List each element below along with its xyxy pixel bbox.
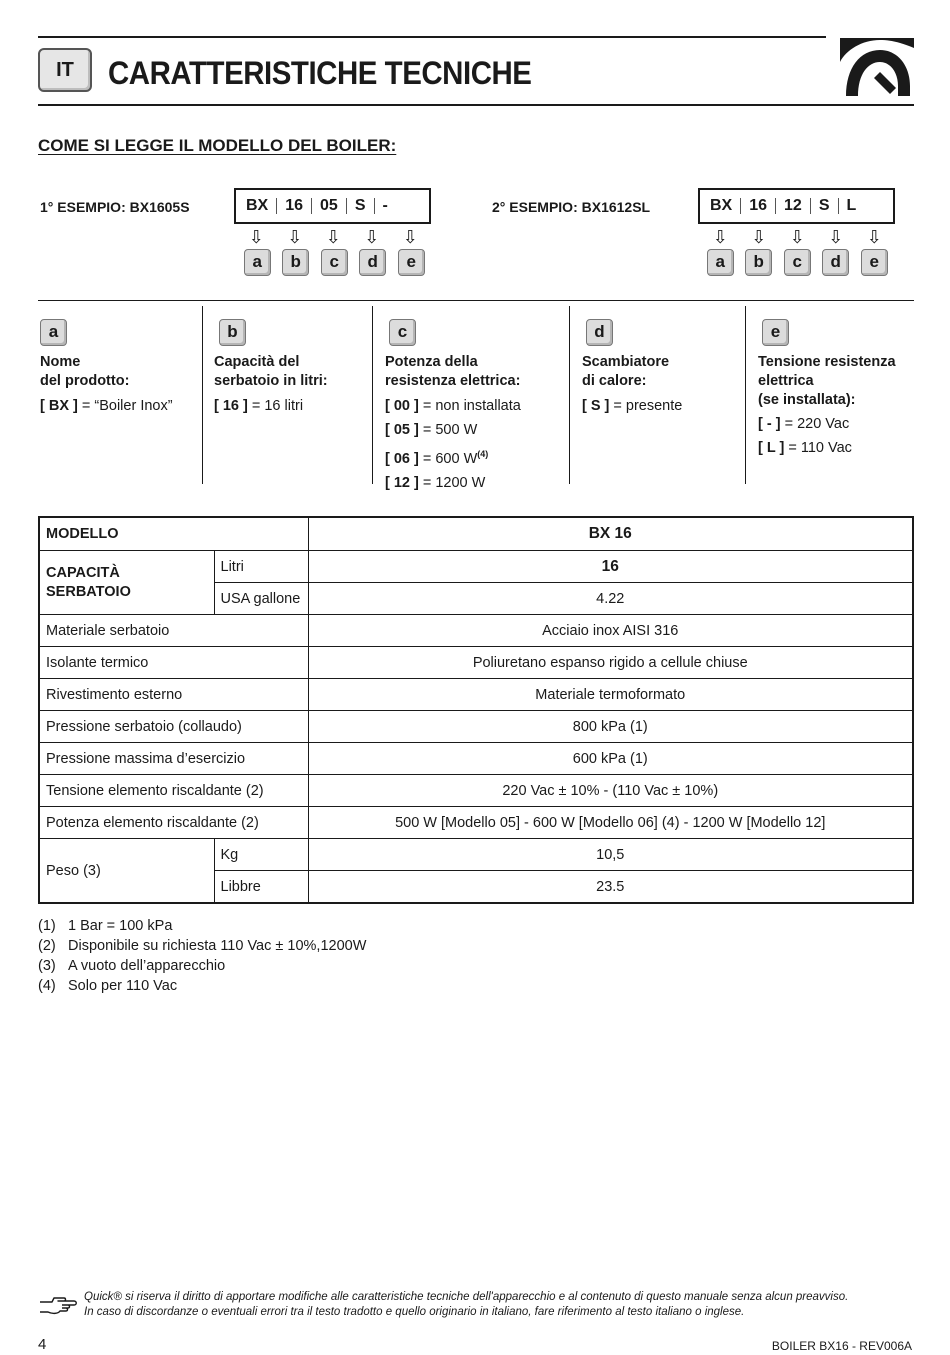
down-arrow-icon: ⇩ xyxy=(828,227,844,247)
table-cell-label: CAPACITÀ SERBATOIO xyxy=(39,551,214,615)
code-segment: 12 xyxy=(776,198,811,214)
table-cell-label: Tensione elemento riscaldante (2) xyxy=(39,775,308,807)
letter-key-b: b xyxy=(745,249,772,276)
footnote: (2) Disponibile su richiesta 110 Vac ± 10%,1200W xyxy=(38,938,367,954)
language-badge: IT xyxy=(38,48,92,92)
legend-items xyxy=(385,394,521,495)
legend-item: [ 05 ] = 500 W xyxy=(385,422,478,438)
table-cell-label: Materiale serbatoio xyxy=(39,615,308,647)
legend-item: [ 00 ] = non installata xyxy=(385,398,521,414)
disclaimer-line: Quick® si riserva il diritto di apportare modifiche alle caratteristiche tecniche dell'apparecchio e al contenuto di questo manuale senza alcun preavviso. xyxy=(84,1291,849,1303)
legend-column-e xyxy=(746,306,914,484)
table-row xyxy=(39,775,913,807)
code-segment: BX xyxy=(702,198,741,214)
legend-items xyxy=(582,394,682,418)
table-row xyxy=(39,807,913,839)
table-row xyxy=(39,711,913,743)
legend-title: Capacità del serbatoio in litri: xyxy=(214,354,328,389)
table-cell-unit: Kg xyxy=(214,839,308,871)
section-divider xyxy=(38,300,914,301)
letter-key-a: a xyxy=(244,249,271,276)
legend-item: [ 12 ] = 1200 W xyxy=(385,474,486,491)
table-cell-value: Acciaio inox AISI 316 xyxy=(308,615,913,647)
code-segment: 16 xyxy=(741,198,776,214)
legend-item: [ L ] = 110 Vac xyxy=(758,440,852,456)
letter-key-b: b xyxy=(219,319,246,346)
table-cell-unit: Libbre xyxy=(214,871,308,904)
code-segment: S xyxy=(347,198,375,214)
table-row xyxy=(39,743,913,775)
table-cell-label: Rivestimento esterno xyxy=(39,679,308,711)
letter-key-d: d xyxy=(822,249,849,276)
page-number: 4 xyxy=(38,1336,47,1353)
legend-title: Nome del prodotto: xyxy=(40,354,130,389)
example-2-label: 2° ESEMPIO: BX1612SL xyxy=(492,199,651,215)
down-arrow-icon: ⇩ xyxy=(287,227,303,247)
footnotes xyxy=(38,916,366,996)
legend-item: [ BX ] = “Boiler Inox” xyxy=(40,398,173,414)
letter-key-c: c xyxy=(784,249,811,276)
table-cell-value: Poliuretano espanso rigido a cellule chiuse xyxy=(308,647,913,679)
legend-title: Potenza della resistenza elettrica: xyxy=(385,354,521,389)
table-cell-value: 500 W [Modello 05] - 600 W [Modello 06] (4) - 1200 W [Modello 12] xyxy=(308,807,913,839)
table-cell-unit: USA gallone xyxy=(214,583,308,615)
letter-key-e: e xyxy=(398,249,425,276)
example-1-arrows xyxy=(237,228,430,246)
example-1-code-box xyxy=(234,188,431,224)
table-cell-label: Potenza elemento riscaldante (2) xyxy=(39,807,308,839)
table-cell-label: Pressione serbatoio (collaudo) xyxy=(39,711,308,743)
table-row xyxy=(39,679,913,711)
section-heading: COME SI LEGGE IL MODELLO DEL BOILER: xyxy=(38,136,397,155)
legend-items xyxy=(40,394,173,418)
code-segment: L xyxy=(846,197,857,214)
legend-item: [ - ] = 220 Vac xyxy=(758,416,850,432)
footnote: (3) A vuoto dell’apparecchio xyxy=(38,958,226,974)
legend-column-d xyxy=(570,306,746,484)
table-cell-value: 800 kPa (1) xyxy=(308,711,913,743)
legend-item: [ 06 ] = 600 $W^{(4)}$ xyxy=(385,449,489,467)
table-cell-unit: Litri xyxy=(214,551,308,583)
down-arrow-icon: ⇩ xyxy=(402,227,418,247)
code-segment: S xyxy=(811,198,839,214)
legend-title: Tensione resistenza elettrica (se installata): xyxy=(758,354,896,408)
letter-key-e: e xyxy=(861,249,888,276)
disclaimer-line: In caso di discordanze o eventuali errori tra il testo tradotto e quello originario in italiano, fare riferimento al testo italiano o inglese. xyxy=(84,1306,745,1318)
document-code: BOILER BX16 - REV006A xyxy=(771,1339,912,1353)
code-segment: 16 xyxy=(277,198,312,214)
table-cell-label: Peso (3) xyxy=(39,839,214,904)
legend-column-b xyxy=(203,306,373,484)
footnote: (1) 1 Bar = 100 kPa xyxy=(38,918,173,934)
down-arrow-icon: ⇩ xyxy=(789,227,805,247)
letter-key-c: c xyxy=(389,319,416,346)
table-cell-value: BX 16 xyxy=(308,517,913,551)
code-segment: - xyxy=(382,197,388,214)
letter-key-e: e xyxy=(762,319,789,346)
example-1-letters xyxy=(238,249,431,276)
legend-title: Scambiatore di calore: xyxy=(582,354,670,389)
table-cell-value: Materiale termoformato xyxy=(308,679,913,711)
spec-table xyxy=(38,516,914,904)
legend-items xyxy=(758,412,852,460)
legend-column-c xyxy=(373,306,570,491)
table-cell-label: Isolante termico xyxy=(39,647,308,679)
table-cell-value: 23.5 xyxy=(308,871,913,904)
table-cell-label: MODELLO xyxy=(39,517,308,551)
down-arrow-icon: ⇩ xyxy=(712,227,728,247)
down-arrow-icon: ⇩ xyxy=(325,227,341,247)
table-cell-value: 600 kPa (1) xyxy=(308,743,913,775)
header-top-rule xyxy=(38,36,826,38)
code-segment: BX xyxy=(238,198,277,214)
down-arrow-icon: ⇩ xyxy=(866,227,882,247)
legend-items xyxy=(214,394,303,418)
legend-column-a xyxy=(38,306,203,484)
table-cell-value: 10,5 xyxy=(308,839,913,871)
table-row xyxy=(39,551,913,583)
table-row xyxy=(39,839,913,871)
table-cell-label: Pressione massima d’esercizio xyxy=(39,743,308,775)
letter-key-b: b xyxy=(282,249,309,276)
example-2-arrows xyxy=(701,228,894,246)
letter-key-c: c xyxy=(321,249,348,276)
disclaimer xyxy=(84,1290,914,1320)
down-arrow-icon: ⇩ xyxy=(248,227,264,247)
example-2-code-box xyxy=(698,188,895,224)
code-segment: 05 xyxy=(312,198,347,214)
page-title: CARATTERISTICHE TECNICHE xyxy=(108,55,532,91)
footnote: (4) Solo per 110 Vac xyxy=(38,978,178,994)
legend-item: [ 16 ] = 16 litri xyxy=(214,398,304,414)
letter-key-a: a xyxy=(707,249,734,276)
table-row xyxy=(39,647,913,679)
down-arrow-icon: ⇩ xyxy=(751,227,767,247)
header-bottom-rule xyxy=(38,104,914,106)
example-2-letters xyxy=(701,249,894,276)
letter-key-d: d xyxy=(586,319,613,346)
letter-key-a: a xyxy=(40,319,67,346)
example-1-label: 1° ESEMPIO: BX1605S xyxy=(40,199,190,215)
table-cell-value: 16 xyxy=(308,551,913,583)
table-cell-value: 220 Vac ± 10% - (110 Vac ± 10%) xyxy=(308,775,913,807)
down-arrow-icon: ⇩ xyxy=(364,227,380,247)
letter-key-d: d xyxy=(359,249,386,276)
table-row xyxy=(39,615,913,647)
quick-logo-icon xyxy=(840,38,914,96)
legend-item: [ S ] = presente xyxy=(582,398,683,414)
table-row xyxy=(39,517,913,551)
table-cell-value: 4.22 xyxy=(308,583,913,615)
pointing-hand-icon xyxy=(38,1294,78,1318)
